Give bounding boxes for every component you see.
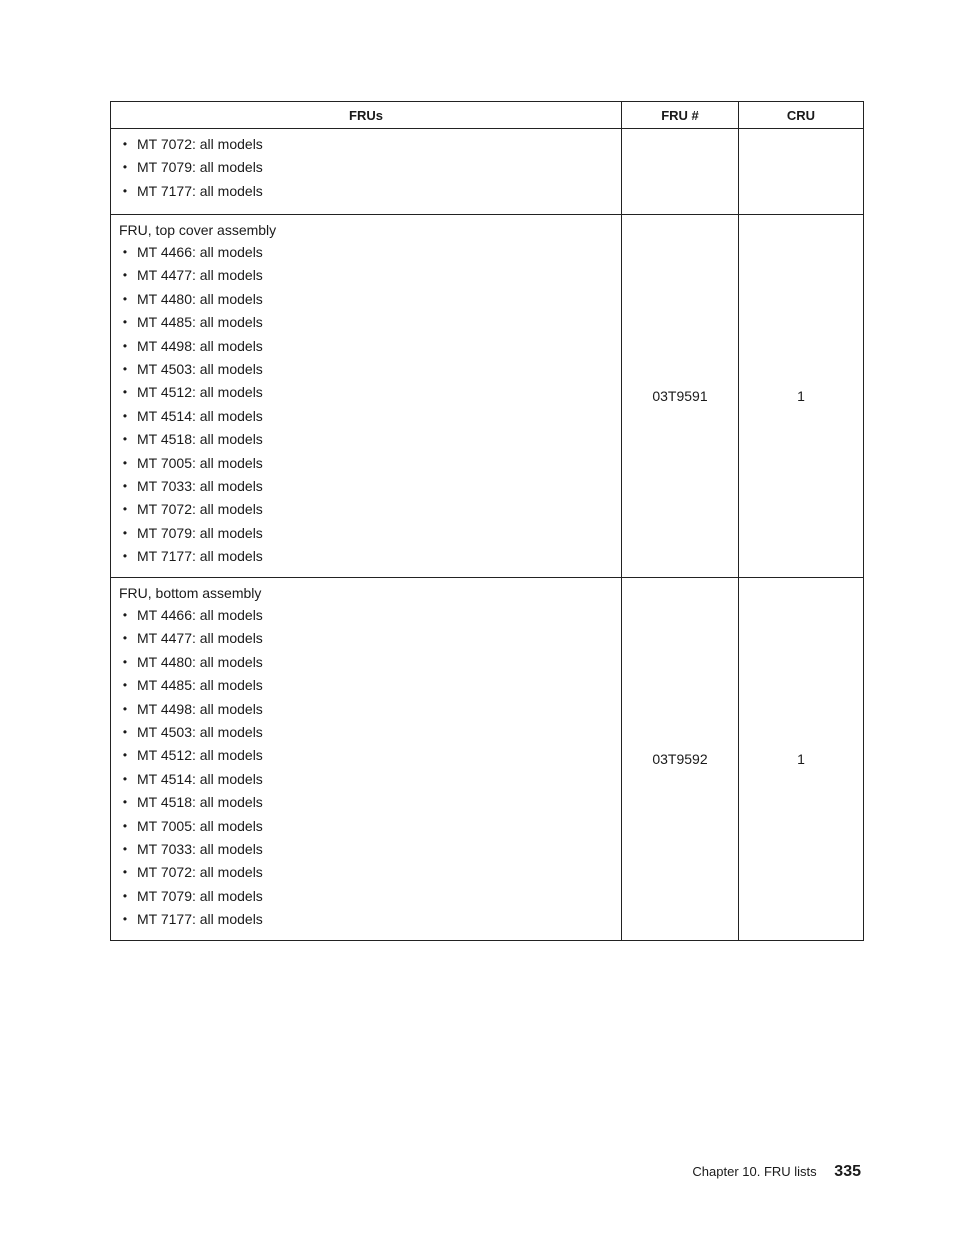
bullet-icon: •: [122, 748, 128, 763]
fru-number-cell: 03T9592: [622, 578, 739, 941]
page-footer: [692, 1163, 861, 1181]
cru-cell: 1: [739, 578, 864, 941]
bullet-icon: •: [122, 160, 128, 175]
list-item: • MT 4498: all models: [119, 698, 621, 721]
list-item: • MT 4485: all models: [119, 311, 621, 334]
list-item: • MT 4514: all models: [119, 768, 621, 791]
list-item: • MT 7005: all models: [119, 452, 621, 475]
fru-description-cell: [111, 129, 622, 215]
bullet-icon: •: [122, 865, 128, 880]
bullet-icon: •: [122, 771, 128, 786]
fru-title: FRU, bottom assembly: [119, 585, 262, 601]
list-item: • MT 7079: all models: [119, 885, 621, 908]
bullet-icon: •: [122, 432, 128, 447]
header-fru-number: FRU #: [622, 102, 739, 129]
bullet-icon: •: [122, 502, 128, 517]
bullet-icon: •: [122, 818, 128, 833]
list-item: • MT 7079: all models: [119, 156, 621, 179]
model-list: [119, 133, 621, 203]
list-item: • MT 4503: all models: [119, 358, 621, 381]
bullet-icon: •: [122, 385, 128, 400]
fru-table: [110, 101, 864, 941]
bullet-icon: •: [122, 912, 128, 927]
header-frus: FRUs: [111, 102, 622, 129]
bullet-icon: •: [122, 338, 128, 353]
fru-number-cell: [622, 129, 739, 215]
bullet-icon: •: [122, 549, 128, 564]
list-item: • MT 7072: all models: [119, 498, 621, 521]
page-number: 335: [834, 1163, 861, 1180]
bullet-icon: •: [122, 631, 128, 646]
fru-description-cell: [111, 578, 622, 941]
list-item: • MT 4512: all models: [119, 381, 621, 404]
bullet-icon: •: [122, 455, 128, 470]
bullet-icon: •: [122, 245, 128, 259]
fru-number-cell: 03T9591: [622, 215, 739, 578]
list-item: • MT 7033: all models: [119, 475, 621, 498]
bullet-icon: •: [122, 841, 128, 856]
list-item: • MT 4514: all models: [119, 405, 621, 428]
bullet-icon: •: [122, 137, 128, 151]
bullet-icon: •: [122, 268, 128, 283]
fru-description-cell: [111, 215, 622, 578]
list-item: • MT 4485: all models: [119, 674, 621, 697]
list-item: • MT 4518: all models: [119, 791, 621, 814]
model-list: [119, 241, 621, 568]
cru-cell: [739, 129, 864, 215]
list-item: • MT 7177: all models: [119, 180, 621, 203]
bullet-icon: •: [122, 654, 128, 669]
chapter-label: Chapter 10. FRU lists: [692, 1164, 817, 1179]
bullet-icon: •: [122, 724, 128, 739]
list-item: • MT 7177: all models: [119, 545, 621, 568]
bullet-icon: •: [122, 478, 128, 493]
bullet-icon: •: [122, 795, 128, 810]
bullet-icon: •: [122, 315, 128, 330]
table-header-row: [111, 102, 864, 129]
list-item: • MT 4477: all models: [119, 627, 621, 650]
bullet-icon: •: [122, 678, 128, 693]
bullet-icon: •: [122, 525, 128, 540]
list-item: • MT 7177: all models: [119, 908, 621, 931]
list-item: • MT 4480: all models: [119, 288, 621, 311]
table-row: [111, 215, 864, 578]
list-item: • MT 4503: all models: [119, 721, 621, 744]
table-row: [111, 129, 864, 215]
bullet-icon: •: [122, 183, 128, 198]
list-item: • MT 7072: all models: [119, 133, 621, 156]
list-item: • MT 4466: all models: [119, 604, 621, 627]
list-item: • MT 4518: all models: [119, 428, 621, 451]
list-item: • MT 7072: all models: [119, 861, 621, 884]
model-list: [119, 604, 621, 931]
list-item: • MT 4480: all models: [119, 651, 621, 674]
bullet-icon: •: [122, 701, 128, 716]
table-row: [111, 578, 864, 941]
list-item: • MT 4466: all models: [119, 241, 621, 264]
list-item: • MT 4498: all models: [119, 335, 621, 358]
list-item: • MT 4477: all models: [119, 264, 621, 287]
header-cru: CRU: [739, 102, 864, 129]
list-item: • MT 7079: all models: [119, 522, 621, 545]
list-item: • MT 7033: all models: [119, 838, 621, 861]
list-item: • MT 4512: all models: [119, 744, 621, 767]
cru-cell: 1: [739, 215, 864, 578]
bullet-icon: •: [122, 608, 128, 622]
bullet-icon: •: [122, 361, 128, 376]
bullet-icon: •: [122, 888, 128, 903]
bullet-icon: •: [122, 408, 128, 423]
list-item: • MT 7005: all models: [119, 815, 621, 838]
fru-title: FRU, top cover assembly: [119, 222, 277, 238]
bullet-icon: •: [122, 291, 128, 306]
